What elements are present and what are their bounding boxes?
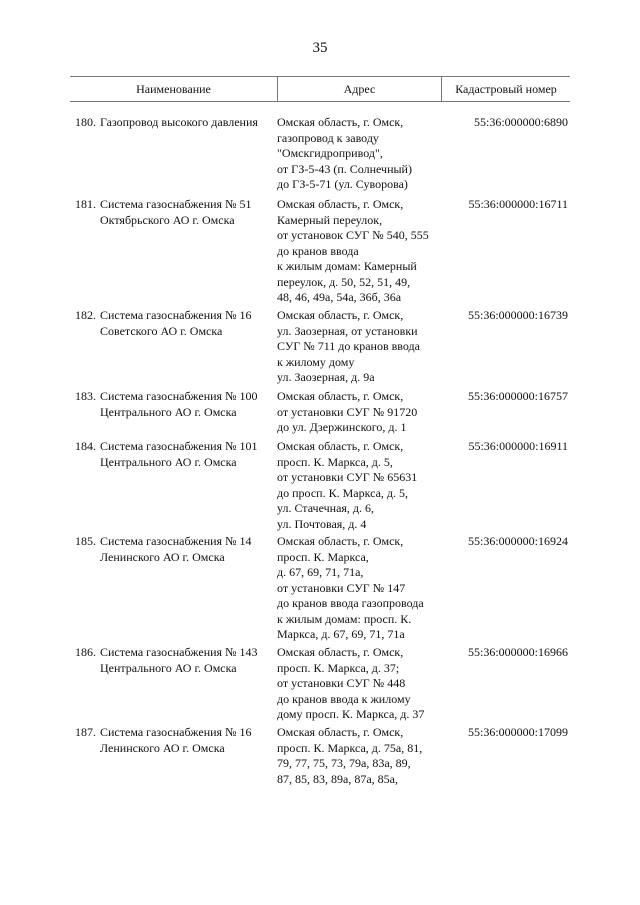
address-line: от установки СУГ № 147 [277,580,406,595]
address-line: от ГЗ-5-43 (п. Солнечный) [277,161,412,176]
table-row [70,197,570,306]
address-line: СУГ № 711 до кранов ввода [277,339,420,353]
row-address [277,308,442,386]
row-name-cell [70,197,277,306]
address-line: 48, 46, 49а, 54а, 36б, 36а [277,290,402,304]
address-line: от установки СУГ № 91720 [277,404,418,419]
page-number: 35 [312,40,328,56]
row-number: 181. [75,197,96,211]
row-name-cell [70,645,277,723]
address-line: переулок, д. 50, 52, 51, 49, [277,274,411,289]
header-name: Наименование [136,81,211,96]
row-cadastral: 55:36:000000:16966 [467,645,568,659]
row-name-cell [70,534,277,643]
address-line: "Омскгидропривод", [277,146,383,160]
address-line: ул. Заозерная, д. 9а [277,370,375,384]
address-line: ул. Стачечная, д. 6, [277,501,375,515]
row-cadastral: 55:36:000000:16757 [467,389,568,403]
address-line: д. 67, 69, 71, 71а, [277,565,364,579]
address-line: ул. Почтовая, д. 4 [277,516,367,531]
row-name: Система газоснабжения № 16 Советского АО г. Омска [100,308,252,338]
row-cadastral: 55:36:000000:16924 [467,534,568,548]
address-line: ул. Заозерная, от установки [277,323,418,338]
row-cadastral: 55:36:000000:16911 [468,439,568,453]
header-address: Адрес [277,77,442,101]
address-line: к жилым домам: Камерный [277,259,417,273]
address-line: просп. К. Маркса, [277,549,369,564]
row-number: 180. [75,115,96,129]
address-line: дому просп. К. Маркса, д. 37 [277,707,425,721]
address-line: до ГЗ-5-71 (ул. Суворова) [277,177,408,191]
property-table [70,76,570,786]
address-line: до просп. К. Маркса, д. 5, [277,485,409,500]
address-line: Маркса, д. 67, 69, 71, 71а [277,627,405,641]
row-number: 186. [75,645,96,659]
address-line: Омская область, г. Омск, [277,534,404,548]
address-line: Омская область, г. Омск, [277,389,404,403]
address-line: просп. К. Маркса, д. 75а, 81, [277,740,423,755]
address-line: от установки СУГ № 448 [277,676,406,690]
row-name-cell [70,389,277,436]
row-address [277,389,442,436]
row-address [277,439,442,532]
address-line: Омская область, г. Омск, [277,645,404,659]
row-address [277,534,442,643]
header-cadastral: Кадастровый номер [455,81,557,96]
address-line: Камерный переулок, [277,212,383,227]
address-line: 79, 77, 75, 73, 79а, 83а, 89, [277,756,411,770]
row-cadastral: 55:36:000000:16711 [468,197,568,211]
row-name: Система газоснабжения № 51 Октябрьского АО г. Омска [100,197,252,227]
row-name: Система газоснабжения № 16 Ленинского АО г. Омска [100,725,252,755]
row-name: Система газоснабжения № 101 Центрального АО г. Омска [100,439,258,469]
row-number: 185. [75,534,96,548]
row-name: Система газоснабжения № 143 Центрального АО г. Омска [100,645,258,675]
table-row [70,389,570,436]
address-line: просп. К. Маркса, д. 37; [277,660,400,675]
address-line: от установки СУГ № 65631 [277,470,418,484]
address-line: Омская область, г. Омск, [277,725,404,739]
address-line: к жилому дому [277,354,355,369]
row-number: 184. [75,439,96,453]
address-line: от установок СУГ № 540, 555 [277,228,429,242]
address-line: до кранов ввода газопровода [277,596,424,610]
row-cadastral: 55:36:000000:6890 [473,115,568,129]
row-cadastral: 55:36:000000:17099 [467,725,568,739]
row-address [277,645,442,723]
table-row [70,308,570,386]
row-name: Система газоснабжения № 14 Ленинского АО г. Омска [100,534,252,564]
table-header [70,76,570,102]
address-line: до кранов ввода [277,243,359,258]
row-name-cell [70,115,277,193]
address-line: Омская область, г. Омск, [277,308,404,322]
table-row [70,725,570,787]
address-line: Омская область, г. Омск, [277,197,404,211]
address-line: до ул. Дзержинского, д. 1 [277,420,407,434]
address-line: Омская область, г. Омск, [277,439,404,453]
row-number: 182. [75,308,96,322]
row-name-cell [70,725,277,787]
row-address [277,197,442,306]
address-line: до кранов ввода к жилому [277,691,411,706]
row-name-cell [70,308,277,386]
address-line: к жилым домам: просп. К. [277,611,412,626]
row-name: Газопровод высокого давления [100,115,258,129]
row-number: 183. [75,389,96,403]
address-line: Омская область, г. Омск, [277,115,404,129]
row-address [277,115,442,193]
address-line: газопровод к заводу [277,130,379,145]
row-name-cell [70,439,277,532]
table-row [70,439,570,532]
table-row [70,645,570,723]
address-line: 87, 85, 83, 89а, 87а, 85а, [277,771,398,786]
address-line: просп. К. Маркса, д. 5, [277,454,393,469]
row-cadastral: 55:36:000000:16739 [467,308,568,322]
table-row [70,534,570,643]
row-address [277,725,442,787]
table-row [70,115,570,193]
row-name: Система газоснабжения № 100 Центрального АО г. Омска [100,389,258,419]
row-number: 187. [75,725,96,739]
